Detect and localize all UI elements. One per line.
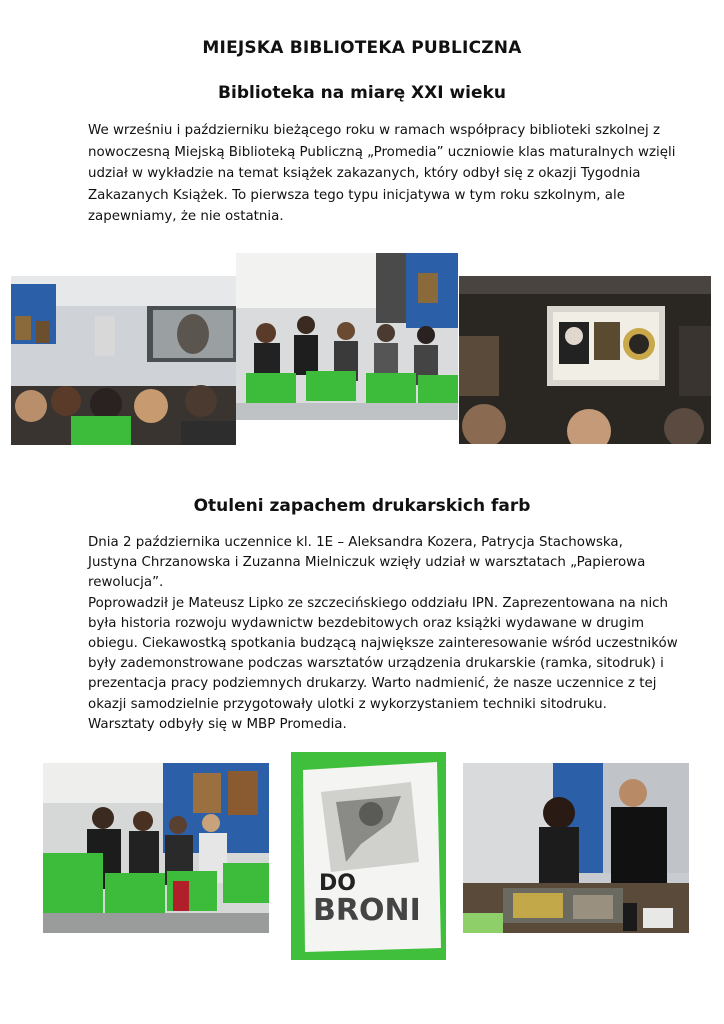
section-body-library: We wrześniu i październiku bieżącego roku w ramach współpracy biblioteki szkolnej z nowoczesną Miejską Biblioteką Publiczną „Promedia” uczniowie klas maturalnych wzięli udział w wykładzie na temat książek zakazanych, który odbył się z okazji Tygodnia Zakazanych Książek. To pierwsza tego typu inicjatywa w tym roku szkolnym, ale zapewniamy, że nie ostatnia. xyxy=(88,123,676,224)
students-seated-photo xyxy=(236,253,458,420)
screenprinting-demo-photo xyxy=(463,763,689,933)
lecture-audience-photo xyxy=(11,276,236,445)
library-name-heading: MIEJSKA BIBLIOTEKA PUBLICZNA xyxy=(202,38,522,58)
screenprint-leaflet-photo xyxy=(291,752,446,960)
section-title-workshop: Otuleni zapachem drukarskich farb xyxy=(193,496,531,516)
leaflet-line1: DO xyxy=(319,871,356,896)
workshop-participants-photo xyxy=(43,763,269,933)
section-body-workshop: Dnia 2 października uczennice kl. 1E – Aleksandra Kozera, Patrycja Stachowska, Justyna Chrzanowska i Zuzanna Mielniczuk wzięły udział w warsztatach „Papierowa rewolucja”. Poprowadził je Mateusz Lipko ze szczecińskiego oddziału IPN. Zaprezentowana na nich była historia rozwoju wydawnictw bezdebitowych oraz książki wydawane w drugim obiegu. Ciekawostką spotkania budzącą największe zainteresowanie wśród uczestników były zademonstrowane podczas warsztatów urządzenia drukarskie (ramka, sitodruk) i prezentacja pracy podziemnych drukarzy. Warto nadmienić, że nasze uczennice z tej okazji samodzielnie przygotowały ulotki z wykorzystaniem techniki sitodruku. Warsztaty odbyły się w MBP Promedia. xyxy=(88,535,678,732)
section-title-library: Biblioteka na miarę XXI wieku xyxy=(218,83,506,103)
leaflet-line2: BRONI xyxy=(313,893,421,928)
projection-screen-photo xyxy=(459,276,711,444)
